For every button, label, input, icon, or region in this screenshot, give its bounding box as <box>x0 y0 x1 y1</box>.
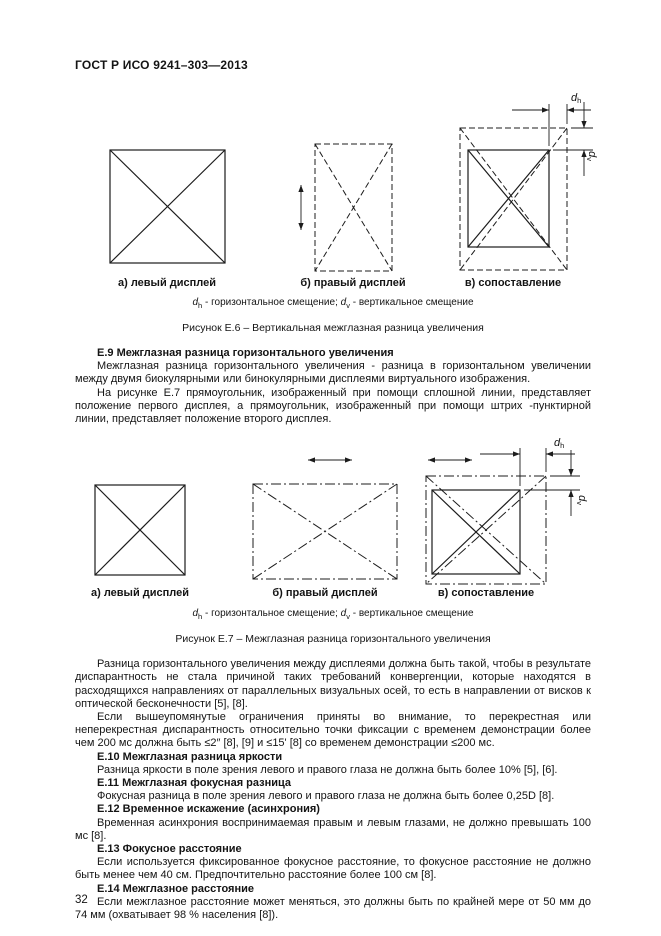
section-e11-heading: Е.11 Межглазная фокусная разница <box>97 777 292 790</box>
section-e13-text: Если используется фиксированное фокусное расстояние, то фокусное расстояние не должно быть менее чем 40 см. Предпочтительно расстояние более 100 см [8]. <box>75 856 591 882</box>
e7-label-right-display: б) правый дисплей <box>272 587 378 600</box>
e7-left-display-shape <box>95 485 185 575</box>
e6-right-display-shape <box>315 144 392 271</box>
page-number: 32 <box>75 894 88 906</box>
e7-dh-dimension-label: dh <box>554 437 565 451</box>
figure-e6-legend <box>75 297 591 310</box>
paragraph-disparity-limit: Если вышеупомянутые ограничения приняты во внимание, то перекрестная или неперекрестная диспарантность относительно точки фиксации с временем демонстрации более чем 200 мс должна быть ≤2″ [8], [9] и ≤15' [8] со временем демонстрации ≤200 мс. <box>75 711 591 750</box>
section-e11-text: Фокусная разница в поле зрения левого и правого глаза не должна быть более 0,25D [8]. <box>97 790 555 803</box>
paragraph-magnification-limit: Разница горизонтального увеличения между дисплеями должна быть такой, чтобы в результате диспарантность не стала причиной таких требований конвергенции, которые находятся в расходящихся направлениях от параллельных визуальных осей, то есть в направлении от висков к оптической бесконечности [5], [8]. <box>75 658 591 710</box>
e7-legend-dv-text: - вертикальное смещение <box>349 608 474 620</box>
figure-e7-legend <box>75 608 591 621</box>
e7-dv-dimension-label: dv <box>575 495 588 506</box>
e7-legend-dv-sub: v <box>346 612 350 622</box>
section-e12-heading: Е.12 Временное искажение (асинхрония) <box>97 803 320 816</box>
figure-e7 <box>75 436 591 645</box>
e6-label-comparison: в) сопоставление <box>464 277 562 289</box>
e6-label-right-display: б) правый дисплей <box>300 277 406 289</box>
section-e12-text: Временная асинхрония воспринимаемая правым и левым глазами, не должно превышать 100 мс [8]. <box>75 816 591 842</box>
body-sections <box>75 658 591 922</box>
section-e9-paragraph-2: На рисунке Е.7 прямоугольник, изображенный при помощи сплошной линии, представляет положение первого дисплея, а прямоугольник, изображенный при помощи штрих -пунктирной линии, представляет положение второго дисплея. <box>75 386 591 426</box>
figure-e6-caption: Рисунок Е.6 – Вертикальная межглазная разница увеличения <box>182 322 484 334</box>
e6-legend-dh-symbol: d <box>192 297 199 308</box>
e6-legend-dv-sub: v <box>346 301 350 310</box>
e6-label-left-display: а) левый дисплей <box>117 277 217 289</box>
e6-legend-dh-sub: h <box>198 301 203 310</box>
e7-legend-dh-text: - горизонтальное смещение; <box>202 608 341 620</box>
e7-label-comparison: в) сопоставление <box>437 587 535 600</box>
section-e9-heading: Е.9 Межглазная разница горизонтального увеличения <box>97 347 394 359</box>
section-e9 <box>75 347 591 426</box>
e6-left-display-shape <box>110 150 225 263</box>
section-e9-paragraph-1: Межглазная разница горизонтального увеличения - разница в горизонтальном увеличении между двумя биокулярными или бинокулярными дисплеями виртуального изображения. <box>75 360 591 386</box>
e6-dv-dimension-label: dv <box>585 151 598 161</box>
e7-comparison-shape <box>426 448 580 584</box>
figure-e7-caption: Рисунок Е.7 – Межглазная разница горизонтального увеличения <box>175 633 491 646</box>
e6-legend-dv-symbol: d <box>340 297 347 308</box>
section-e13-heading: Е.13 Фокусное расстояние <box>97 843 242 856</box>
e7-legend-dh-sub: h <box>198 612 203 622</box>
e6-dh-dimension-label: dh <box>571 92 582 105</box>
section-e14-text: Если межглазное расстояние может меняться, это должны быть по крайней мере от 50 мм до 74 мм (охватывает 98 % населения [8]). <box>75 895 591 922</box>
e7-label-left-display: а) левый дисплей <box>90 587 190 600</box>
e7-legend-dv-symbol: d <box>340 608 347 620</box>
e6-comparison-shape <box>460 102 593 270</box>
e7-right-display-shape <box>253 484 397 579</box>
figure-e6-diagram <box>75 90 600 295</box>
e7-legend-dh-symbol: d <box>192 608 199 620</box>
section-e10-text: Разница яркости в поле зрения левого и правого глаза не должна быть более 10% [5], [6]. <box>97 763 558 776</box>
e6-legend-dh-text: - горизонтальное смещение; <box>202 297 341 308</box>
section-e10-heading: Е.10 Межглазная разница яркости <box>97 750 283 763</box>
figure-e7-diagram <box>75 436 600 606</box>
document-title: ГОСТ Р ИСО 9241–303—2013 <box>75 58 248 72</box>
section-e14-heading: Е.14 Межглазное расстояние <box>97 882 255 895</box>
e6-legend-dv-text: - вертикальное смещение <box>349 297 474 308</box>
figure-e6 <box>75 90 598 334</box>
